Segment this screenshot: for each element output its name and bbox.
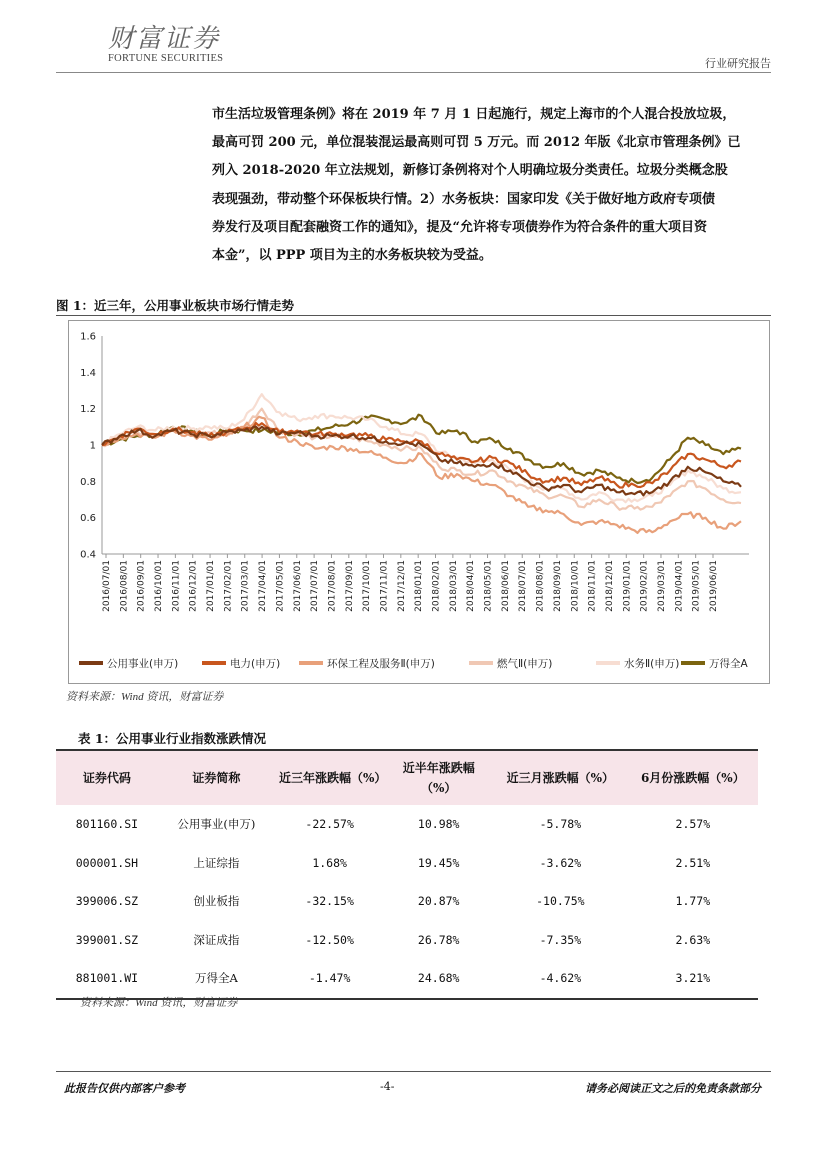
x-tick-label: 2018/08/01 bbox=[535, 560, 546, 612]
table-row bbox=[56, 844, 758, 883]
table-cell: 3.21% bbox=[675, 971, 711, 986]
figure-source: 资料来源：Wind 资讯，财富证券 bbox=[66, 691, 224, 703]
x-tick-label: 2019/06/01 bbox=[709, 560, 719, 612]
index-table bbox=[56, 749, 758, 1000]
x-tick-label: 2017/01/01 bbox=[206, 560, 217, 612]
x-tick-label: 2017/11/01 bbox=[379, 560, 390, 612]
header-divider bbox=[56, 72, 771, 73]
col-header: 近三年涨跌幅（%） bbox=[275, 750, 384, 805]
page-number: -4- bbox=[380, 1080, 395, 1093]
y-tick-label: 0.6 bbox=[80, 513, 96, 525]
x-tick-label: 2016/12/01 bbox=[188, 560, 199, 612]
table-cell: 2.63% bbox=[675, 932, 711, 947]
logo-english: FORTUNE SECURITIES bbox=[108, 53, 224, 64]
col-header: 证券代码 bbox=[56, 750, 158, 805]
x-tick-label: 2018/09/01 bbox=[552, 560, 563, 612]
company-logo bbox=[108, 18, 223, 64]
table-cell: 1.68% bbox=[312, 855, 347, 870]
y-tick-label: 1.4 bbox=[80, 367, 96, 379]
footer-disclaimer: 此报告仅供内部客户参考 bbox=[64, 1082, 185, 1095]
table-cell: 创业板指 bbox=[193, 894, 240, 909]
table-cell: -7.35% bbox=[539, 932, 582, 947]
figure-title: 图 1：近三年，公用事业板块市场行情走势 bbox=[56, 298, 295, 313]
table-cell: 801160.SI bbox=[75, 817, 139, 832]
legend-label: 水务Ⅱ(申万) bbox=[624, 658, 680, 670]
y-tick-label: 1.2 bbox=[80, 404, 96, 416]
table-cell: 万得全A bbox=[194, 971, 238, 986]
chart-frame bbox=[68, 320, 770, 684]
x-tick-label: 2018/06/01 bbox=[500, 560, 511, 612]
logo-chinese: 财富证券 bbox=[108, 24, 221, 54]
x-tick-label: 2018/11/01 bbox=[587, 560, 598, 612]
table-cell: 19.45% bbox=[417, 855, 460, 870]
x-tick-label: 2018/05/01 bbox=[483, 560, 494, 612]
table-row bbox=[56, 805, 758, 844]
legend-label: 环保工程及服务Ⅱ(申万) bbox=[327, 658, 435, 670]
table-cell: -22.57% bbox=[305, 817, 354, 832]
y-tick-label: 1 bbox=[89, 440, 96, 452]
table-cell: -4.62% bbox=[539, 971, 582, 986]
col-header: 6月份涨跌幅（%） bbox=[628, 750, 758, 805]
x-tick-label: 2017/03/01 bbox=[240, 560, 251, 612]
x-tick-label: 2018/04/01 bbox=[466, 560, 477, 612]
x-tick-label: 2019/05/01 bbox=[691, 560, 702, 612]
table-cell: 399001.SZ bbox=[75, 932, 139, 947]
body-line: 最高可罚 200 元，单位混装混运最高则可罚 5 万元。而 2012 年版《北京市管理条例》已 bbox=[212, 135, 741, 151]
table-cell: -3.62% bbox=[539, 855, 582, 870]
table-cell: 10.98% bbox=[417, 817, 460, 832]
table-cell: 2.57% bbox=[675, 817, 711, 832]
x-tick-label: 2016/09/01 bbox=[136, 560, 147, 612]
legend-label: 公用事业(申万) bbox=[107, 658, 179, 670]
legend-label: 电力(申万) bbox=[230, 658, 281, 670]
report-type: 行业研究报告 bbox=[705, 57, 771, 70]
y-tick-label: 0.4 bbox=[80, 549, 96, 561]
table-cell: -1.47% bbox=[308, 971, 351, 986]
body-line: 本金”，以 PPP 项目为主的水务板块较为受益。 bbox=[212, 248, 492, 264]
x-tick-label: 2018/02/01 bbox=[431, 560, 442, 612]
table-row bbox=[56, 882, 758, 921]
table-cell: 1.77% bbox=[675, 894, 711, 909]
x-tick-label: 2017/10/01 bbox=[362, 560, 373, 612]
body-line: 市生活垃圾管理条例》将在 2019 年 7 月 1 日起施行，规定上海市的个人混合投放垃圾， bbox=[212, 107, 736, 122]
x-tick-label: 2017/05/01 bbox=[275, 560, 286, 612]
table-cell: 20.87% bbox=[417, 894, 460, 909]
x-tick-label: 2018/07/01 bbox=[518, 560, 529, 612]
y-tick-label: 0.8 bbox=[80, 476, 96, 488]
x-tick-label: 2016/08/01 bbox=[119, 560, 130, 612]
table-source: 资料来源：Wind 资讯，财富证券 bbox=[80, 997, 238, 1009]
table-cell: 2.51% bbox=[675, 855, 711, 870]
body-line: 列入 2018-2020 年立法规划，新修订条例将对个人明确垃圾分类责任。垃圾分类概念股 bbox=[212, 163, 728, 179]
table-cell: 公用事业(申万) bbox=[177, 817, 256, 832]
x-tick-label: 2018/12/01 bbox=[604, 560, 615, 612]
table-cell: 000001.SH bbox=[75, 855, 139, 870]
figure-divider bbox=[56, 315, 771, 316]
legend-label: 万得全A bbox=[709, 658, 748, 670]
x-tick-label: 2017/12/01 bbox=[396, 560, 407, 612]
table-cell: 上证综指 bbox=[193, 855, 240, 870]
table-cell: -12.50% bbox=[305, 932, 354, 947]
table-header-row bbox=[56, 750, 758, 805]
col-header: 近三月涨跌幅（%） bbox=[493, 750, 628, 805]
x-tick-label: 2019/03/01 bbox=[656, 560, 667, 612]
col-header: 证券简称 bbox=[158, 750, 275, 805]
x-tick-label: 2016/11/01 bbox=[171, 560, 182, 612]
legend-label: 燃气Ⅱ(申万) bbox=[497, 658, 553, 670]
x-tick-label: 2018/10/01 bbox=[570, 560, 581, 612]
line-chart bbox=[69, 321, 769, 683]
table-cell: -32.15% bbox=[305, 894, 354, 909]
x-tick-label: 2017/06/01 bbox=[292, 560, 303, 612]
x-tick-label: 2019/01/01 bbox=[622, 560, 633, 612]
footer-notice: 请务必阅读正文之后的免责条款部分 bbox=[585, 1082, 761, 1095]
table-cell: 26.78% bbox=[417, 932, 460, 947]
table-row bbox=[56, 921, 758, 960]
table-cell: 24.68% bbox=[417, 971, 460, 986]
x-tick-label: 2018/01/01 bbox=[414, 560, 425, 612]
table-cell: 399006.SZ bbox=[75, 894, 139, 909]
x-tick-label: 2019/02/01 bbox=[639, 560, 650, 612]
x-tick-label: 2017/09/01 bbox=[344, 560, 355, 612]
x-tick-label: 2018/03/01 bbox=[448, 560, 459, 612]
body-paragraph bbox=[212, 101, 772, 270]
x-tick-label: 2017/07/01 bbox=[310, 560, 321, 612]
footer-divider bbox=[56, 1071, 771, 1072]
x-tick-label: 2016/07/01 bbox=[102, 560, 112, 612]
col-header: 近半年涨跌幅（%） bbox=[384, 750, 493, 805]
x-tick-label: 2017/08/01 bbox=[327, 560, 338, 612]
x-tick-label: 2019/04/01 bbox=[674, 560, 685, 612]
x-tick-label: 2017/02/01 bbox=[223, 560, 234, 612]
x-tick-label: 2016/10/01 bbox=[154, 560, 165, 612]
table-cell: 深证成指 bbox=[193, 932, 240, 947]
x-tick-label: 2017/04/01 bbox=[258, 560, 269, 612]
table-cell: -10.75% bbox=[536, 894, 585, 909]
table-title: 表 1：公用事业行业指数涨跌情况 bbox=[78, 731, 267, 746]
table-row bbox=[56, 959, 758, 999]
y-tick-label: 1.6 bbox=[80, 331, 96, 343]
table-cell: 881001.WI bbox=[75, 971, 139, 986]
table-cell: -5.78% bbox=[539, 817, 582, 832]
body-line: 券发行及项目配套融资工作的通知》，提及“允许将专项债券作为符合条件的重大项目资 bbox=[212, 219, 707, 235]
body-line: 表现强劲，带动整个环保板块行情。2）水务板块：国家印发《关于做好地方政府专项债 bbox=[212, 191, 716, 207]
